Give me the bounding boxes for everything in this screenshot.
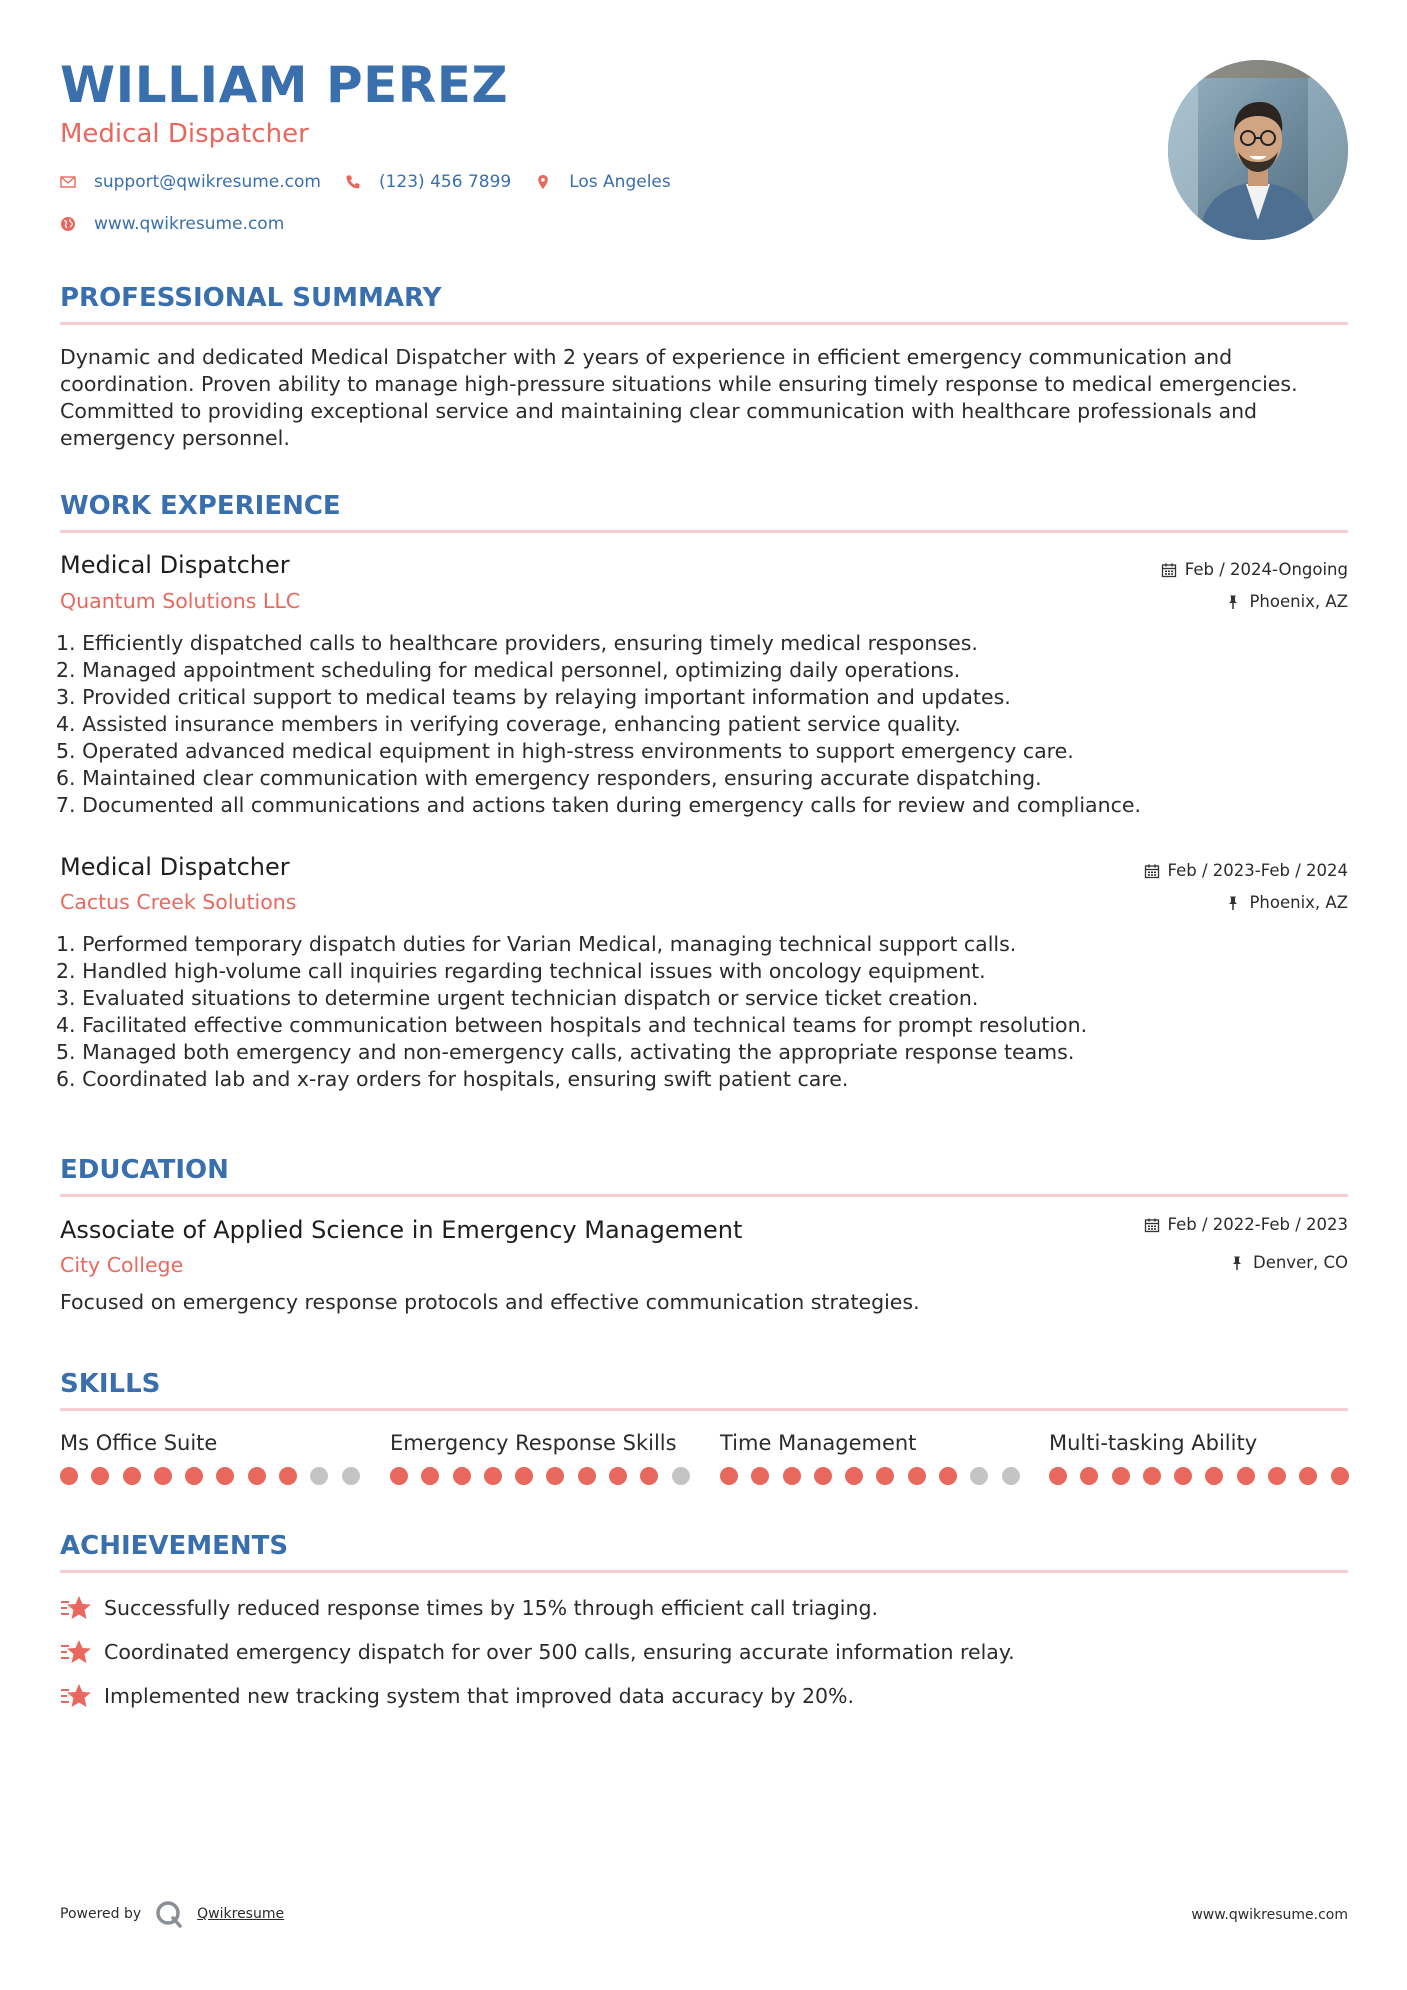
candidate-name: WILLIAM PEREZ xyxy=(60,56,509,114)
job-location-text: Phoenix, AZ xyxy=(1249,893,1348,912)
job-dates-text: Feb / 2024-Ongoing xyxy=(1184,560,1348,579)
list-item: 5. Managed both emergency and non-emergency calls, activating the appropriate response teams. xyxy=(56,1040,1075,1064)
skill-dot-filled xyxy=(154,1467,172,1485)
skill-dot-filled xyxy=(216,1467,234,1485)
list-item: 2. Managed appointment scheduling for medical personnel, optimizing daily operations. xyxy=(56,658,961,682)
job-dates xyxy=(1144,863,1348,880)
skill-name: Emergency Response Skills xyxy=(390,1431,677,1455)
job-dates-text: Feb / 2023-Feb / 2024 xyxy=(1167,861,1348,880)
globe-icon xyxy=(60,216,76,232)
list-item: 3. Evaluated situations to determine urgent technician dispatch or service ticket creation. xyxy=(56,986,979,1010)
pushpin-icon xyxy=(1225,895,1241,911)
skill-item xyxy=(720,1433,1020,1454)
footer-website[interactable]: www.qwikresume.com xyxy=(1191,1907,1348,1923)
skill-dot-filled xyxy=(453,1467,471,1485)
section-divider xyxy=(60,1570,1348,1573)
list-item: 4. Facilitated effective communication between hospitals and technical teams for prompt resolution. xyxy=(56,1013,1088,1037)
star-icon xyxy=(60,1682,92,1710)
skill-item xyxy=(60,1433,360,1454)
skill-dot-filled xyxy=(185,1467,203,1485)
skill-dot-empty xyxy=(342,1467,360,1485)
job-title: Medical Dispatcher xyxy=(60,551,290,579)
achievement-text: Successfully reduced response times by 15% through efficient call triaging. xyxy=(104,1596,878,1620)
email-text: support@qwikresume.com xyxy=(94,172,321,192)
qwikresume-logo-icon xyxy=(155,1900,183,1928)
job-title: Medical Dispatcher xyxy=(60,853,290,881)
skill-dot-filled xyxy=(1268,1467,1286,1485)
job-bullets xyxy=(56,931,1346,1093)
skill-dot-filled xyxy=(578,1467,596,1485)
skill-dot-empty xyxy=(970,1467,988,1485)
skill-dot-filled xyxy=(814,1467,832,1485)
skill-dot-filled xyxy=(1143,1467,1161,1485)
skill-dot-filled xyxy=(123,1467,141,1485)
section-divider xyxy=(60,530,1348,533)
skill-name: Multi-tasking Ability xyxy=(1049,1431,1258,1455)
phone-text: (123) 456 7899 xyxy=(378,172,512,192)
calendar-icon xyxy=(1144,863,1160,879)
calendar-icon xyxy=(1161,562,1177,578)
education-location xyxy=(1229,1255,1348,1272)
summary-text: Dynamic and dedicated Medical Dispatcher with 2 years of experience in efficient emergency communication and coordination. Proven ability to manage high-pressure situations while ensuring timely response to medical emergencies. Committed to providing exceptional service and maintaining clear communication with healthcare professionals and emergency personnel. xyxy=(60,345,1298,450)
skill-item xyxy=(1049,1433,1349,1454)
achievement-text: Implemented new tracking system that improved data accuracy by 20%. xyxy=(104,1684,855,1708)
job-location-text: Phoenix, AZ xyxy=(1249,592,1348,611)
phone-icon xyxy=(345,174,361,190)
skill-dot-empty xyxy=(672,1467,690,1485)
pushpin-icon xyxy=(1225,594,1241,610)
footer-powered-by xyxy=(60,1900,284,1928)
education-dates xyxy=(1144,1217,1348,1234)
job-location xyxy=(1225,594,1348,611)
contact-location xyxy=(535,172,671,192)
skill-dot-filled xyxy=(1205,1467,1223,1485)
achievement-item xyxy=(60,1638,1015,1666)
map-pin-icon xyxy=(535,174,551,190)
profile-photo-image xyxy=(1168,60,1348,240)
job-dates xyxy=(1161,562,1348,579)
skill-rating xyxy=(390,1467,703,1485)
skill-dot-filled xyxy=(1299,1467,1317,1485)
skill-dot-filled xyxy=(845,1467,863,1485)
list-item: 2. Handled high-volume call inquiries regarding technical issues with oncology equipment. xyxy=(56,959,986,983)
skill-dot-filled xyxy=(1174,1467,1192,1485)
powered-by-text: Powered by xyxy=(60,1906,142,1922)
section-divider xyxy=(60,1408,1348,1411)
job-bullets xyxy=(56,630,1346,819)
skill-dot-filled xyxy=(248,1467,266,1485)
location-text: Los Angeles xyxy=(569,172,671,192)
envelope-icon xyxy=(60,174,76,190)
contact-row-website xyxy=(60,214,308,234)
star-icon xyxy=(60,1638,92,1666)
skills-title: SKILLS xyxy=(60,1369,161,1399)
brand-link[interactable]: Qwikresume xyxy=(197,1906,285,1922)
degree-title: Associate of Applied Science in Emergency Management xyxy=(60,1216,743,1244)
job-company: Cactus Creek Solutions xyxy=(60,890,297,914)
skill-name: Time Management xyxy=(720,1431,917,1455)
contact-row xyxy=(60,172,695,192)
achievement-text: Coordinated emergency dispatch for over 500 calls, ensuring accurate information relay. xyxy=(104,1640,1015,1664)
education-title: EDUCATION xyxy=(60,1155,229,1185)
education-dates-text: Feb / 2022-Feb / 2023 xyxy=(1167,1215,1348,1234)
skill-dot-filled xyxy=(751,1467,769,1485)
skill-item xyxy=(390,1433,690,1454)
skill-dot-filled xyxy=(783,1467,801,1485)
skill-dot-empty xyxy=(310,1467,328,1485)
skill-dot-filled xyxy=(421,1467,439,1485)
skill-dot-filled xyxy=(939,1467,957,1485)
job-location xyxy=(1225,895,1348,912)
skill-dot-empty xyxy=(1002,1467,1020,1485)
skill-name: Ms Office Suite xyxy=(60,1431,218,1455)
skill-dot-filled xyxy=(546,1467,564,1485)
skill-dot-filled xyxy=(1331,1467,1349,1485)
list-item: 7. Documented all communications and actions taken during emergency calls for review and compliance. xyxy=(56,793,1141,817)
skill-dot-filled xyxy=(60,1467,78,1485)
skill-rating xyxy=(60,1467,373,1485)
skill-dot-filled xyxy=(1080,1467,1098,1485)
education-location-text: Denver, CO xyxy=(1252,1253,1348,1272)
skill-dot-filled xyxy=(515,1467,533,1485)
skill-dot-filled xyxy=(91,1467,109,1485)
job-company: Quantum Solutions LLC xyxy=(60,589,301,613)
skill-rating xyxy=(1049,1467,1362,1485)
list-item: 1. Performed temporary dispatch duties for Varian Medical, managing technical support calls. xyxy=(56,932,1017,956)
skill-dot-filled xyxy=(720,1467,738,1485)
section-divider xyxy=(60,322,1348,325)
contact-email[interactable] xyxy=(60,172,321,192)
skill-dot-filled xyxy=(876,1467,894,1485)
website-text: www.qwikresume.com xyxy=(94,214,285,234)
skill-dot-filled xyxy=(1049,1467,1067,1485)
experience-title: WORK EXPERIENCE xyxy=(60,491,341,521)
list-item: 5. Operated advanced medical equipment in high-stress environments to support emergency care. xyxy=(56,739,1074,763)
section-divider xyxy=(60,1194,1348,1197)
skill-rating xyxy=(720,1467,1033,1485)
skill-dot-filled xyxy=(1112,1467,1130,1485)
contact-phone[interactable] xyxy=(345,172,511,192)
skill-dot-filled xyxy=(908,1467,926,1485)
skill-dot-filled xyxy=(390,1467,408,1485)
list-item: 4. Assisted insurance members in verifying coverage, enhancing patient service quality. xyxy=(56,712,961,736)
skill-dot-filled xyxy=(1237,1467,1255,1485)
summary-title: PROFESSIONAL SUMMARY xyxy=(60,283,442,313)
profile-photo xyxy=(1168,60,1348,240)
list-item: 6. Coordinated lab and x-ray orders for hospitals, ensuring swift patient care. xyxy=(56,1067,849,1091)
skill-dot-filled xyxy=(640,1467,658,1485)
candidate-role: Medical Dispatcher xyxy=(60,119,309,149)
skill-dot-filled xyxy=(279,1467,297,1485)
achievements-title: ACHIEVEMENTS xyxy=(60,1531,289,1561)
star-icon xyxy=(60,1594,92,1622)
calendar-icon xyxy=(1144,1217,1160,1233)
achievement-item xyxy=(60,1594,878,1622)
list-item: 3. Provided critical support to medical teams by relaying important information and updates. xyxy=(56,685,1011,709)
achievement-item xyxy=(60,1682,854,1710)
skill-dot-filled xyxy=(484,1467,502,1485)
contact-website[interactable] xyxy=(60,214,284,234)
list-item: 1. Efficiently dispatched calls to healthcare providers, ensuring timely medical responses. xyxy=(56,631,978,655)
pushpin-icon xyxy=(1229,1255,1245,1271)
school-name: City College xyxy=(60,1253,184,1277)
education-description: Focused on emergency response protocols and effective communication strategies. xyxy=(60,1290,920,1314)
list-item: 6. Maintained clear communication with emergency responders, ensuring accurate dispatching. xyxy=(56,766,1042,790)
skill-dot-filled xyxy=(609,1467,627,1485)
